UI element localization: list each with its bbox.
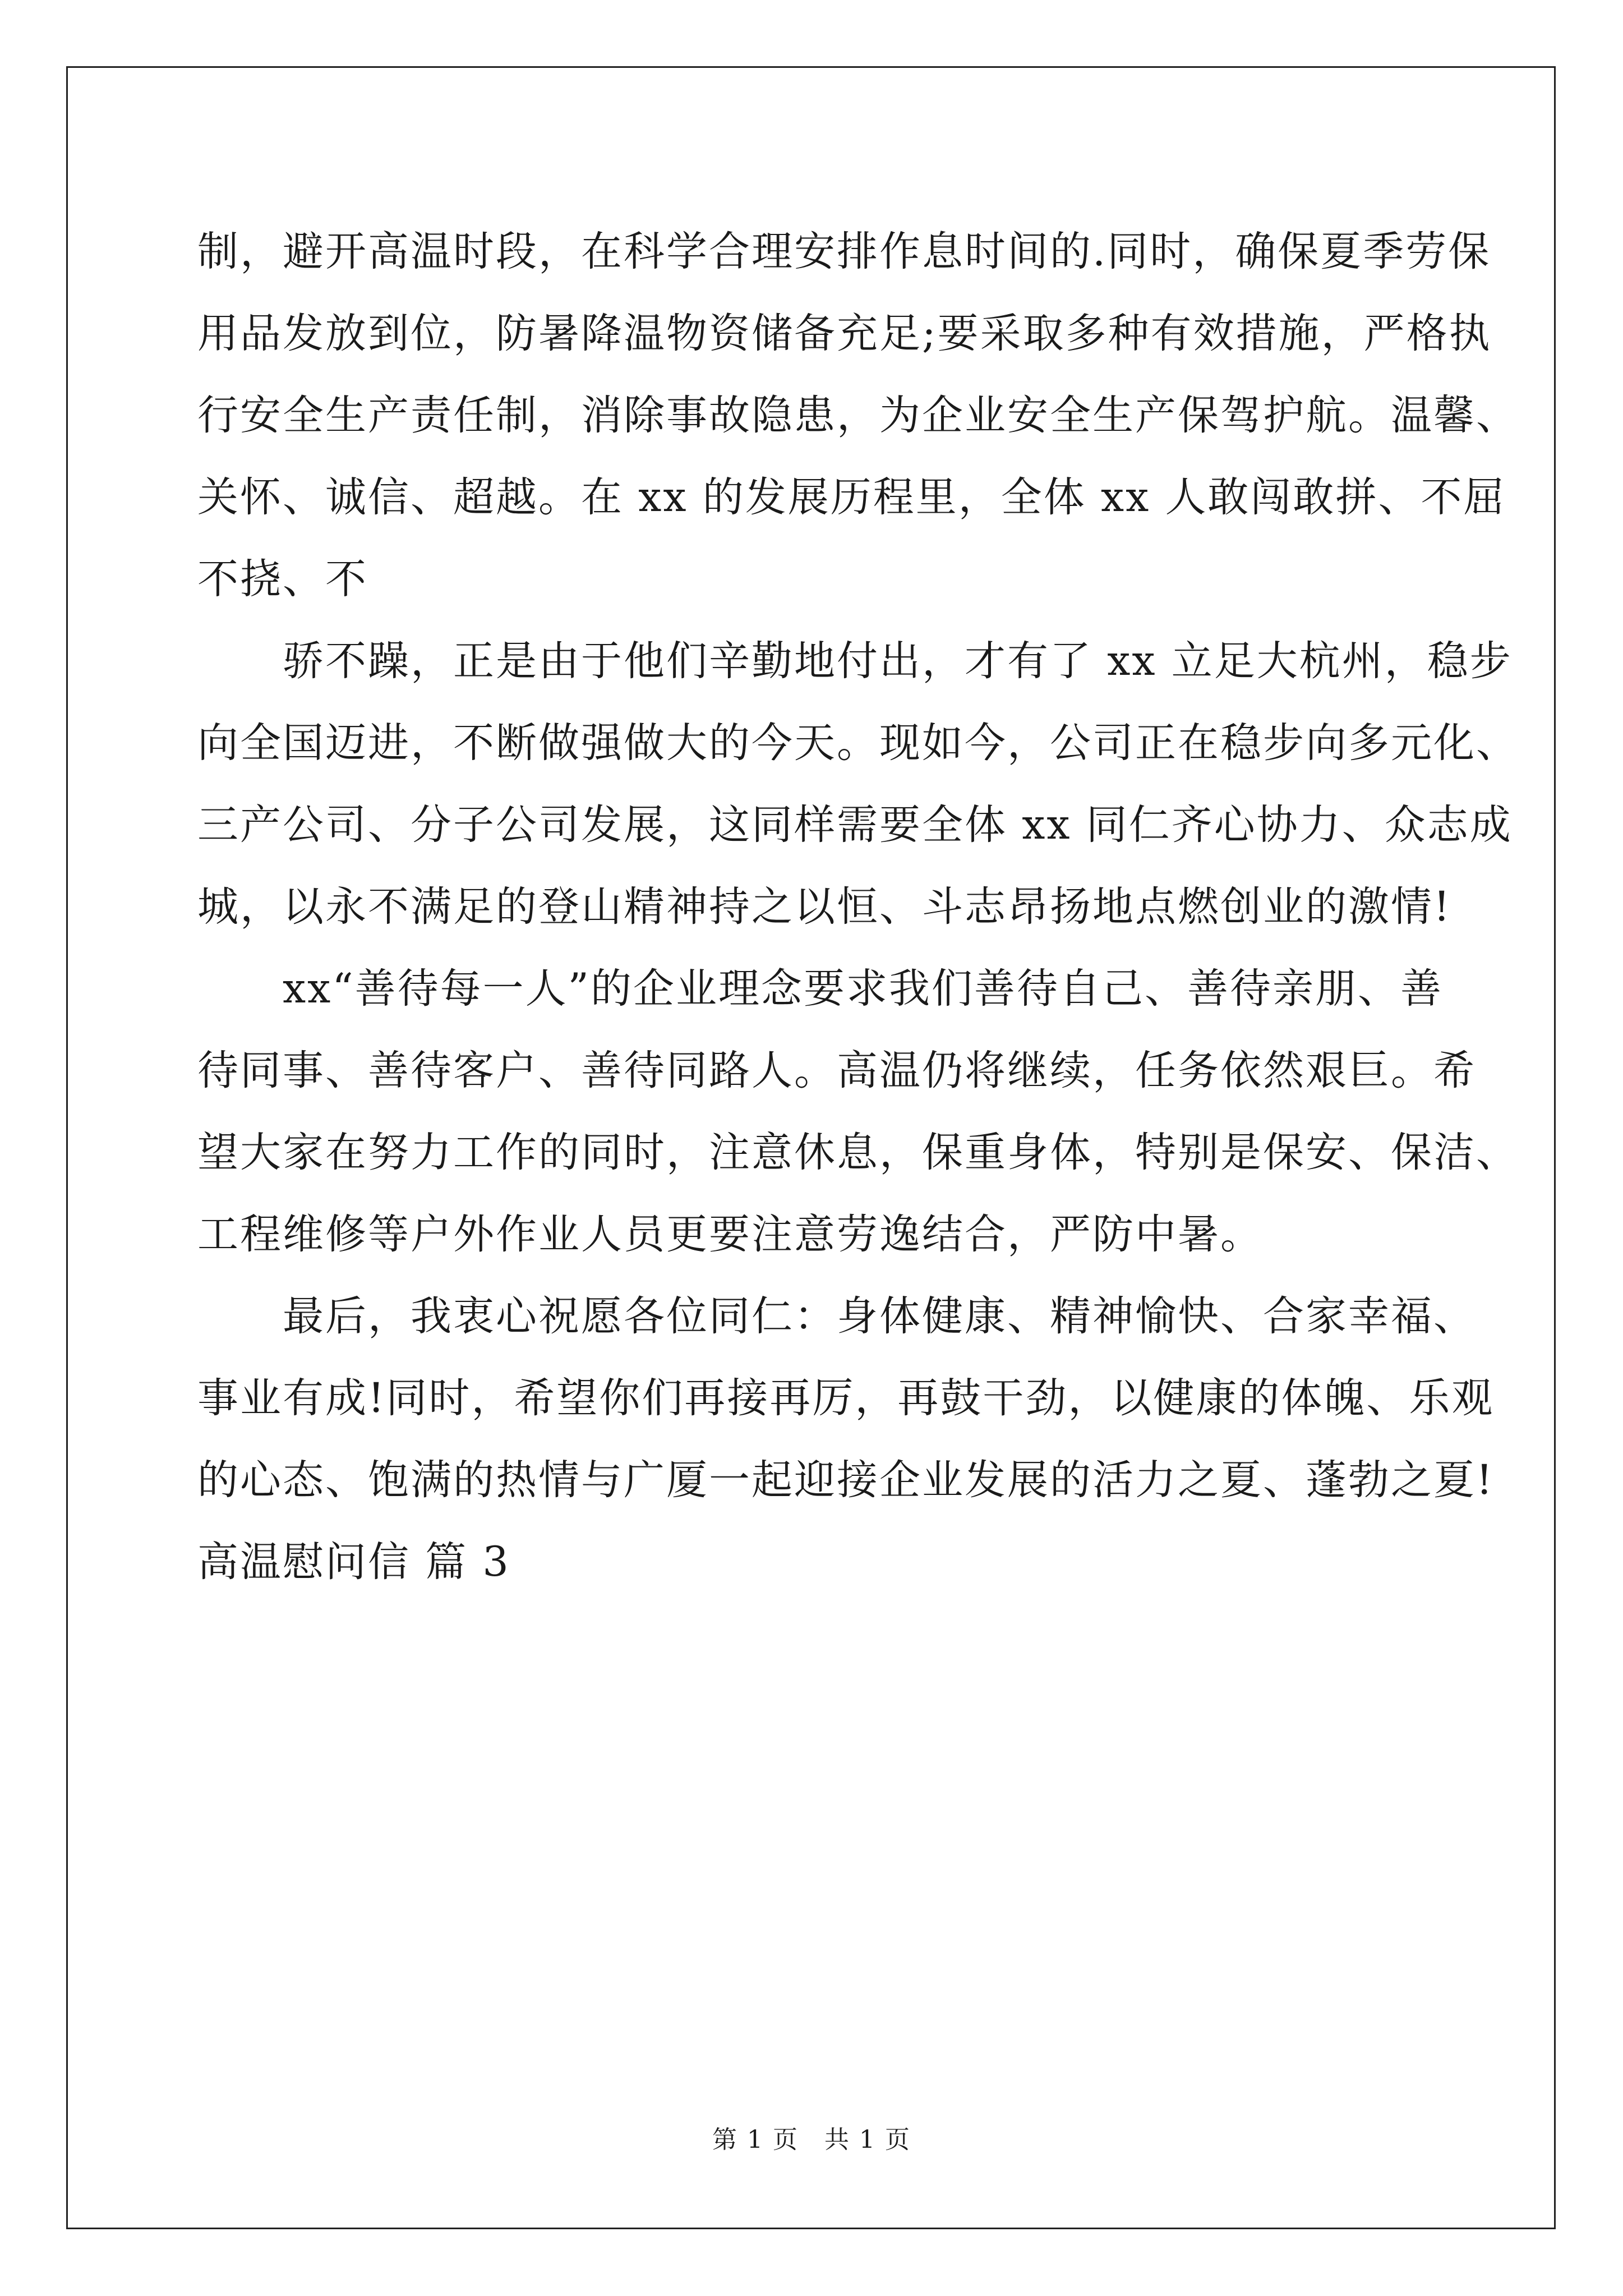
section-heading: 高温慰问信 篇 3 xyxy=(197,1538,510,1586)
text-line: 望大家在努力工作的同时，注意休息，保重身体，特别是保安、保洁、 xyxy=(197,1129,1519,1176)
text-line: 制，避开高温时段，在科学合理安排作息时间的.同时，确保夏季劳保 xyxy=(197,228,1491,275)
text-line: 不挠、不 xyxy=(197,555,368,603)
text-line: 事业有成!同时，希望你们再接再厉，再鼓干劲，以健康的体魄、乐观 xyxy=(197,1374,1495,1422)
text-line: 最后，我衷心祝愿各位同仁：身体健康、精神愉快、合家幸福、 xyxy=(197,1292,1476,1340)
text-line: 待同事、善待客户、善待同路人。高温仍将继续，任务依然艰巨。希 xyxy=(197,1047,1476,1094)
text-line: 关怀、诚信、超越。在 xx 的发展历程里，全体 xx 人敢闯敢拼、不屈 xyxy=(197,473,1506,521)
text-line: xx“善待每一人”的企业理念要求我们善待自己、善待亲朋、善 xyxy=(197,965,1443,1013)
text-line: 向全国迈进，不断做强做大的今天。现如今，公司正在稳步向多元化、 xyxy=(197,719,1519,767)
text-line: 城，以永不满足的登山精神持之以恒、斗志昂扬地点燃创业的激情! xyxy=(197,883,1452,931)
text-line: 行安全生产责任制，消除事故隐患，为企业安全生产保驾护航。温馨、 xyxy=(197,392,1519,439)
text-line: 骄不躁，正是由于他们辛勤地付出，才有了 xx 立足大杭州，稳步 xyxy=(197,637,1513,685)
text-line: 工程维修等户外作业人员更要注意劳逸结合，严防中暑。 xyxy=(197,1211,1263,1258)
text-line: 用品发放到位，防暑降温物资储备充足;要采取多种有效措施，严格执 xyxy=(197,310,1492,357)
text-line: 三产公司、分子公司发展，这同样需要全体 xx 同仁齐心协力、众志成 xyxy=(197,801,1513,849)
text-line: 的心态、饱满的热情与广厦一起迎接企业发展的活力之夏、蓬勃之夏! xyxy=(197,1456,1495,1504)
page-number-footer: 第 1 页 共 1 页 xyxy=(712,2125,911,2154)
